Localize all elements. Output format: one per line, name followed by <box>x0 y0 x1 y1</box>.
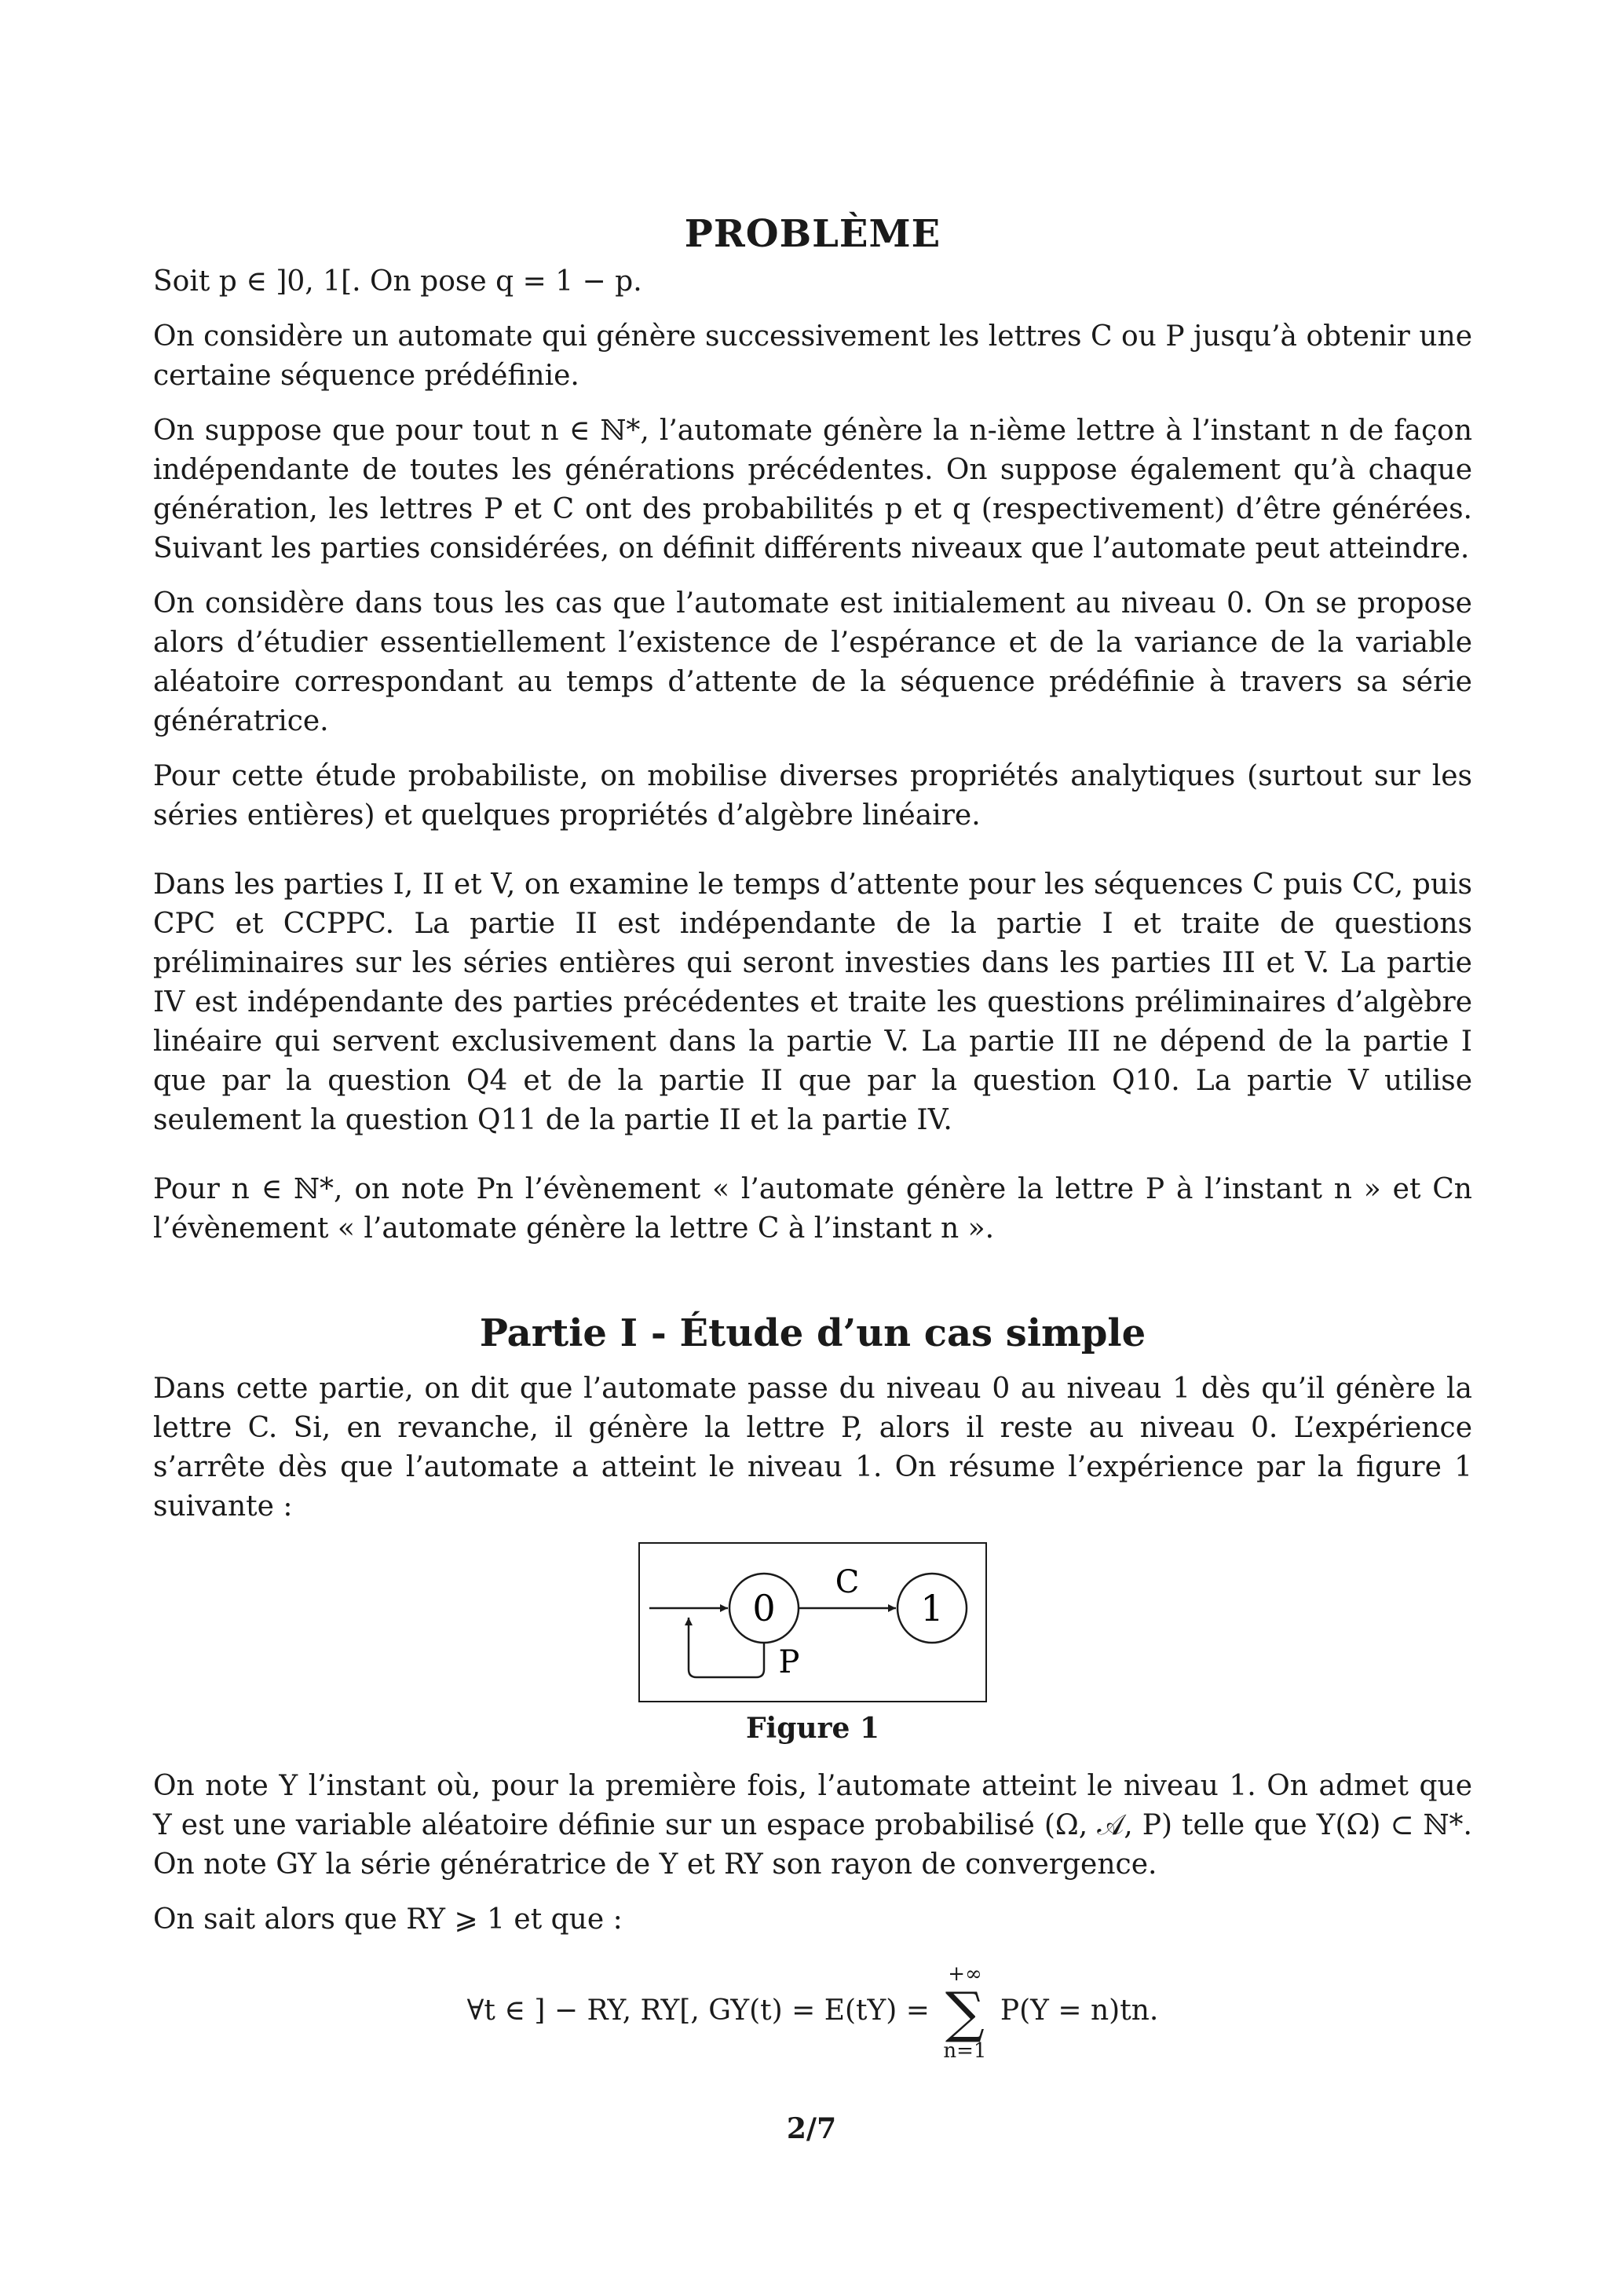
paragraph-intro-5: Pour cette étude probabiliste, on mobilise diverses propriétés analytiques (surtout sur les séries entières) et quelques propriétés d’algèbre linéaire. <box>153 760 1472 832</box>
section-heading-part-1: Partie I - Étude d’un cas simple <box>479 1311 1146 1355</box>
formula-right: P(Y = n)tn. <box>1000 1994 1159 2027</box>
transition-p-label: P <box>778 1644 800 1680</box>
summation <box>943 1963 986 2062</box>
page-title: PROBLÈME <box>684 212 941 256</box>
sum-lower-bound: n=1 <box>943 2039 987 2063</box>
paragraph-intro-3: On suppose que pour tout n ∈ ℕ*, l’automate génère la n-ième lettre à l’instant n de façon indépendante de toutes les générations précédentes. On suppose également qu’à chaque génération, les lettres P et C ont des probabilités p et q (respectivement) d’être générées. Suivant les parties considérées, on définit différents niveaux que l’automate peut atteindre. <box>153 415 1472 565</box>
transition-c-label: C <box>835 1564 860 1600</box>
paragraph-events-definition: Pour n ∈ ℕ*, on note Pn l’évènement « l’automate génère la lettre P à l’instant n » et Cn l’évènement « l’automate génère la lettre C à l’instant n ». <box>153 1173 1472 1245</box>
paragraph-intro-1: Soit p ∈ ]0, 1[. On pose q = 1 − p. <box>153 265 642 298</box>
state-0-label: 0 <box>752 1587 776 1629</box>
paragraph-part1-description: Dans cette partie, on dit que l’automate passe du niveau 0 au niveau 1 dès qu’il génère la lettre C. Si, en revanche, il génère la lettre P, alors il reste au niveau 0. L’expérience s’arrête dès que l’automate a atteint le niveau 1. On résume l’expérience par la figure 1 suivante : <box>153 1373 1472 1523</box>
figure-caption: Figure 1 <box>745 1712 880 1745</box>
paragraph-intro-2: On considère un automate qui génère successivement les lettres C ou P jusqu’à obtenir une certaine séquence prédéfinie. <box>153 320 1472 392</box>
sigma-symbol: ∑ <box>945 1980 985 2045</box>
paragraph-part1-variable: On note Y l’instant où, pour la première fois, l’automate atteint le niveau 1. On admet que Y est une variable aléatoire définie sur un espace probabilisé (Ω, 𝒜, P) telle que Y(Ω) ⊂ ℕ*. On note GY la série génératrice de Y et RY son rayon de convergence. <box>153 1770 1472 1881</box>
sum-upper-bound: +∞ <box>948 1962 982 1986</box>
state-1-label: 1 <box>920 1587 944 1629</box>
page-content <box>153 212 1472 2097</box>
paragraph-parts-overview: Dans les parties I, II et V, on examine le temps d’attente pour les séquences C puis CC, puis CPC et CCPPC. La partie II est indépendante de la partie I et traite de questions préliminaires sur les séries entières qui seront investies dans les parties III et V. La partie IV est indépendante des parties précédentes et traite les questions préliminaires d’algèbre linéaire qui servent exclusivement dans la partie V. La partie III ne dépend de la partie I que par la question Q4 et de la partie II que par la question Q10. La partie V utilise seulement la question Q11 de la partie II et la partie IV. <box>153 868 1472 1136</box>
page-number: 2/7 <box>786 2112 837 2145</box>
automaton-diagram <box>640 1544 985 1701</box>
paragraph-part1-radius: On sait alors que RY ⩾ 1 et que : <box>153 1903 623 1936</box>
generating-function-formula <box>153 1963 1472 2097</box>
paragraph-intro-4: On considère dans tous les cas que l’automate est initialement au niveau 0. On se propose alors d’étudier essentiellement l’existence de l’espérance et de la variance de la variable aléatoire correspondant au temps d’attente de la séquence prédéfinie à travers sa série génératrice. <box>153 587 1472 737</box>
figure-automaton <box>638 1542 987 1702</box>
formula-left: ∀t ∈ ] − RY, RY[, GY(t) = E(tY) = <box>466 1994 930 2027</box>
